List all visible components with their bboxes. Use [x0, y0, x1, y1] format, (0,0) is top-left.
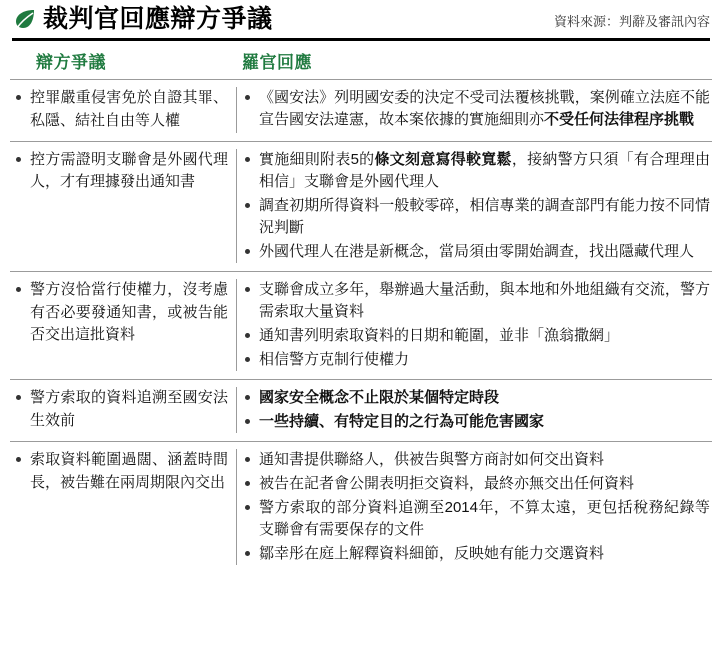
list-item	[243, 543, 710, 565]
body-text: 控方需證明支聯會是外國代理人，才有理據發出通知書	[30, 150, 228, 191]
emphasised-text: 一些持續、有特定目的之行為可能危害國家	[259, 413, 545, 431]
list-item	[14, 279, 228, 347]
body-text: 《國安法》列明國安委的決定不受司法覆核挑戰，案例確立法庭不能宣告國安法違憲，故本案依據的實施細則亦	[259, 89, 710, 129]
body-text: 被告在記者會公開表明拒交資料，最終亦無交出任何資料	[259, 475, 635, 493]
body-text: 通知書列明索取資料的日期和範圍，並非「漁翁撒網」	[259, 326, 620, 344]
leaf-icon	[14, 8, 36, 30]
defence-bullet-list	[14, 279, 228, 347]
body-text: 警方索取的資料追溯至國安法生效前	[30, 389, 228, 429]
judge-bullet-list	[243, 387, 710, 433]
header	[10, 0, 712, 36]
judge-response-cell	[236, 279, 710, 371]
body-text: 警方沒恰當行使權力，沒考慮有否必要發通知書，或被告能否交出這批資料	[30, 280, 228, 344]
defence-argument-cell	[14, 449, 236, 565]
body-text: ，接納警方只須「有合理理由相信」支聯會是外國代理人	[259, 150, 710, 190]
emphasised-text: 國家安全概念不止限於某個特定時段	[259, 389, 500, 407]
list-item	[243, 195, 710, 239]
list-item	[243, 411, 710, 433]
list-item	[243, 279, 710, 323]
table-row	[10, 442, 712, 573]
judge-bullet-list	[243, 87, 710, 131]
judge-response-cell	[236, 87, 710, 133]
table-row	[10, 80, 712, 142]
list-item	[243, 387, 710, 409]
column-header-defence: 辯方爭議	[36, 53, 106, 72]
defence-argument-cell	[14, 279, 236, 371]
defence-bullet-list	[14, 387, 228, 433]
body-text: 調查初期所得資料一般較零碎，相信專業的調查部門有能力按不同情況判斷	[259, 196, 710, 236]
list-item	[14, 449, 228, 495]
judge-response-cell	[236, 387, 710, 433]
body-text: 通知書提供聯絡人，供被告與警方商討如何交出資料	[259, 451, 605, 469]
page-title: 裁判官回應辯方爭議	[43, 5, 273, 33]
body-text: 實施細則附表5的	[259, 150, 375, 168]
emphasised-text: 不受任何法律程序挑戰	[544, 111, 695, 129]
body-text: 索取資料範圍過闊、涵蓋時間長，被告難在兩周期限內交出	[30, 451, 228, 491]
list-item	[243, 87, 710, 131]
defence-argument-cell	[14, 149, 236, 263]
defence-bullet-list	[14, 87, 228, 133]
list-item	[243, 473, 710, 495]
body-text: 支聯會成立多年，舉辦過大量活動，與本地和外地組織有交流，警方需索取大量資料	[259, 280, 710, 320]
table-row	[10, 272, 712, 380]
defence-argument-cell	[14, 87, 236, 133]
body-text: 相信警方克制行使權力	[259, 350, 410, 368]
list-item	[243, 449, 710, 471]
defence-bullet-list	[14, 449, 228, 495]
column-header-judge: 羅官回應	[242, 53, 312, 72]
comparison-table	[10, 79, 712, 573]
judge-bullet-list	[243, 449, 710, 565]
body-text: 外國代理人在港是新概念，當局須由零開始調查，找出隱藏代理人	[259, 242, 695, 260]
emphasised-text: 條文刻意寫得較寬鬆	[374, 150, 512, 168]
defence-bullet-list	[14, 149, 228, 195]
judge-response-cell	[236, 149, 710, 263]
list-item	[14, 87, 228, 133]
body-text: 鄒幸彤在庭上解釋資料細節，反映她有能力交選資料	[259, 545, 605, 563]
list-item	[14, 387, 228, 433]
table-row	[10, 380, 712, 442]
list-item	[14, 149, 228, 195]
source-note: 資料來源：判辭及審訊內容	[553, 14, 710, 29]
table-row	[10, 142, 712, 272]
list-item	[243, 349, 710, 371]
column-headers	[10, 41, 712, 79]
list-item	[243, 149, 710, 193]
defence-argument-cell	[14, 387, 236, 433]
list-item	[243, 497, 710, 541]
judge-bullet-list	[243, 149, 710, 263]
list-item	[243, 325, 710, 347]
judge-response-cell	[236, 449, 710, 565]
body-text: 警方索取的部分資料追溯至2014年，不算太遠，更包括稅務紀錄等支聯會有需要保存的文件	[259, 499, 710, 539]
body-text: 控罪嚴重侵害免於自證其罪、私隱、結社自由等人權	[30, 89, 228, 129]
list-item	[243, 241, 710, 263]
judge-bullet-list	[243, 279, 710, 371]
